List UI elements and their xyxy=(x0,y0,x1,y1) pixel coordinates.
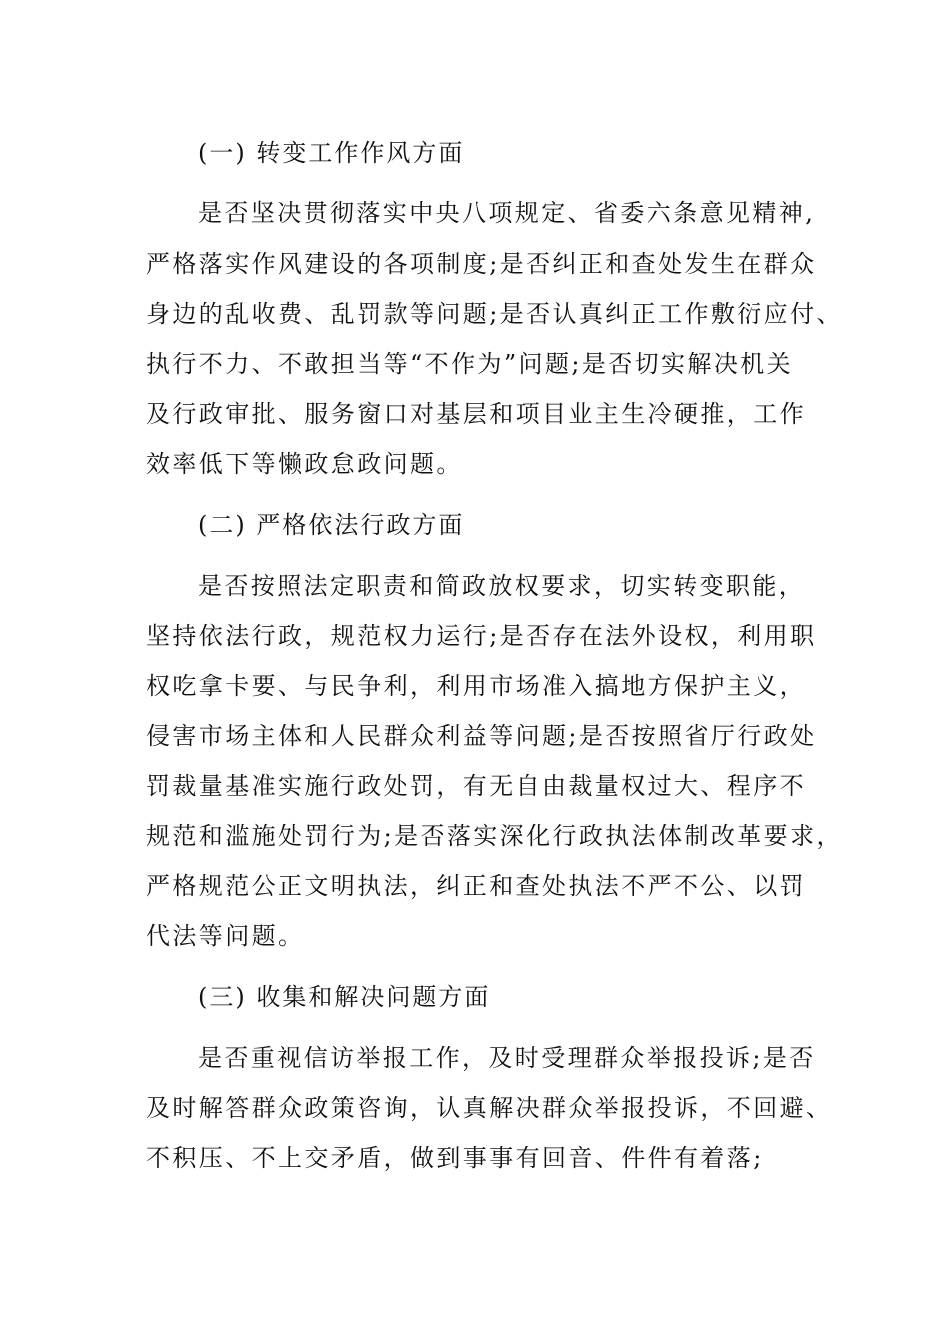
body-line: 及行政审批、服务窗口对基层和项目业主生冷硬推，工作 xyxy=(146,400,806,428)
section-heading: (一) 转变工作作风方面 xyxy=(198,139,465,167)
body-line: 权吃拿卡要、与民争利，利用市场准入搞地方保护主义， xyxy=(146,672,806,700)
body-line: 效率低下等懒政怠政问题。 xyxy=(146,450,463,478)
section-heading: (三) 收集和解决问题方面 xyxy=(198,983,491,1011)
body-line: 是否重视信访举报工作，及时受理群众举报投诉;是否 xyxy=(198,1044,816,1072)
body-line: 不积压、不上交矛盾，做到事事有回音、件件有着落; xyxy=(146,1144,764,1172)
body-line: 坚持依法行政，规范权力运行;是否存在法外设权，利用职 xyxy=(146,622,817,650)
body-line: 及时解答群众政策咨询，认真解决群众举报投诉，不回避、 xyxy=(146,1094,833,1122)
section-heading: (二) 严格依法行政方面 xyxy=(198,511,465,539)
body-line: 是否坚决贯彻落实中央八项规定、省委六条意见精神, xyxy=(198,199,816,227)
body-line: 罚裁量基准实施行政处罚，有无自由裁量权过大、程序不 xyxy=(146,772,806,800)
body-line: 是否按照法定职责和简政放权要求，切实转变职能， xyxy=(198,572,806,600)
body-line: 严格落实作风建设的各项制度;是否纠正和查处发生在群众 xyxy=(146,250,817,278)
body-line: 严格规范公正文明执法，纠正和查处执法不严不公、以罚 xyxy=(146,872,806,900)
body-line: 侵害市场主体和人民群众利益等问题;是否按照省厅行政处 xyxy=(146,722,817,750)
body-line: 规范和滥施处罚行为;是否落实深化行政执法体制改革要求， xyxy=(146,822,843,850)
body-line: 代法等问题。 xyxy=(146,922,305,950)
body-line: 身边的乱收费、乱罚款等问题;是否认真纠正工作敷衍应付、 xyxy=(146,300,843,328)
body-line: 执行不力、不敢担当等“不作为”问题;是否切实解决机关 xyxy=(146,350,794,378)
